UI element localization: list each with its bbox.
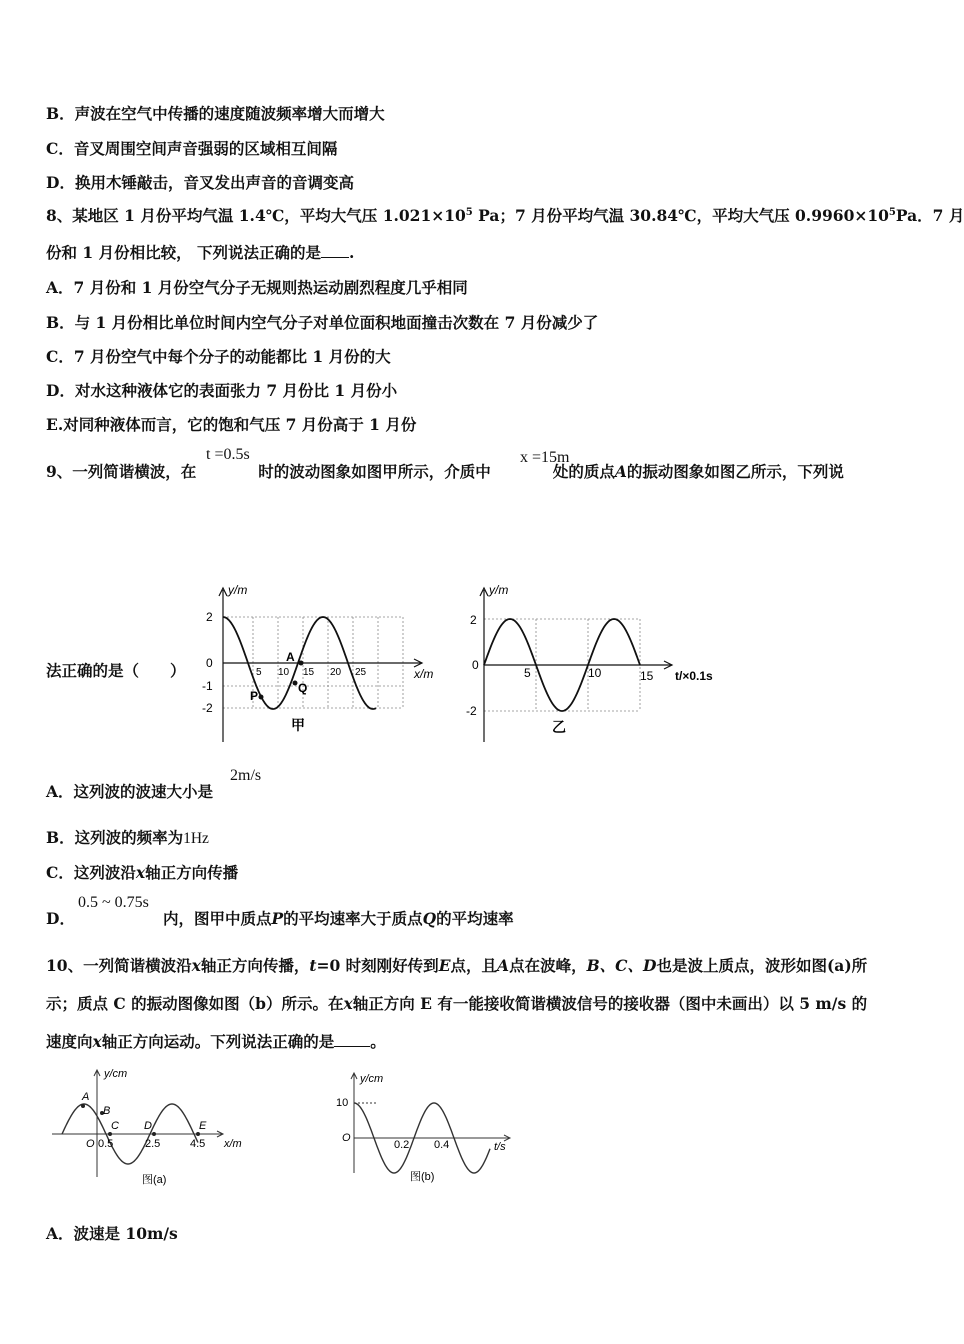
- q8-option-d: D．对水这种液体它的表面张力 7 月份比 1 月份小: [46, 381, 398, 400]
- x-axis-label: t/×0.1s: [675, 669, 713, 683]
- q9-option-b: B．这列波的频率为1Hz: [46, 828, 209, 847]
- q9-option-d-interval: 0.5 ~ 0.75s: [78, 894, 149, 911]
- q8-option-c: C．7 月份空气中每个分子的动能都比 1 月份的大: [46, 347, 391, 366]
- x-tick-15: 15: [303, 667, 315, 678]
- figure-caption: 图(a): [142, 1174, 167, 1186]
- q9-option-c: C．这列波沿x轴正方向传播: [46, 863, 239, 882]
- q9-vibration-graph-yi: [460, 580, 740, 750]
- q10-vibration-graph-b: [330, 1068, 530, 1193]
- point-e: [196, 1132, 200, 1136]
- y-tick-10: 10: [336, 1097, 349, 1109]
- point-a: [81, 1104, 85, 1108]
- x-tick-20: 20: [330, 667, 342, 678]
- x-tick-15: 15: [640, 669, 654, 683]
- y-tick-neg2: -2: [466, 704, 477, 718]
- point-c: [108, 1132, 112, 1136]
- q10-stem-line3: 速度向x轴正方向运动。下列说法正确的是 。: [46, 1032, 386, 1051]
- point-q: [293, 681, 298, 686]
- x-tick-5: 5: [256, 667, 262, 678]
- y-tick-neg1: -1: [202, 679, 213, 693]
- q7-option-d: D．换用木锤敲击，音叉发出声音的音调变高: [46, 173, 354, 192]
- figure-caption: 甲: [291, 717, 305, 733]
- q9-stem-line1: 9、一列简谐横波，在 时的波动图象如图甲所示，介质中 处的质点A的振动图象如图乙所示，下列说: [46, 462, 844, 481]
- q8-stem-line2: 份和 1 月份相比较， 下列说法正确的是 .: [46, 243, 355, 262]
- label-d: D: [144, 1120, 152, 1132]
- label-a: A: [286, 650, 295, 664]
- x-tick-5: 5: [524, 666, 531, 680]
- y-axis-label: y/m: [489, 583, 509, 597]
- q9-wave-graph-jia: [190, 580, 450, 750]
- label-c: C: [111, 1120, 119, 1132]
- x-tick-10: 10: [588, 666, 602, 680]
- x-axis-label: t/s: [494, 1141, 506, 1153]
- figure-caption: 图(b): [410, 1171, 435, 1183]
- x-tick-2-5: 2.5: [145, 1138, 161, 1150]
- q9-position-expression: x =15m: [520, 449, 570, 466]
- label-p: P: [250, 689, 259, 703]
- point-p: [259, 695, 264, 700]
- q8-stem-line1: 8、某地区 1 月份平均气温 1.4℃，平均大气压 $1.021\times 10^5$ Pa；7 月份平均气温 30.84℃，平均大气压 $0.9960\times 10^5Pa$．7 月: [46, 206, 964, 225]
- q9-stem-line2: 法正确的是（ ）: [46, 661, 186, 680]
- figure-caption: 乙: [552, 719, 566, 735]
- q9-time-expression: t =0.5s: [206, 446, 250, 463]
- q7-option-b: B．声波在空气中传播的速度随波频率增大而增大: [46, 104, 385, 123]
- q9-option-a: A．这列波的波速大小是: [46, 782, 214, 801]
- q9-option-a-value: 2m/s: [230, 767, 262, 784]
- label-q: Q: [298, 681, 308, 695]
- q10-stem-line1: 10、一列简谐横波沿x轴正方向传播，t=0 时刻刚好传到E点，且A点在波峰，B、C、D也是波上质点，波形如图(a)所: [46, 956, 868, 975]
- x-axis-label: x/m: [414, 667, 434, 681]
- x-tick-0-2: 0.2: [394, 1139, 410, 1151]
- q8-option-a: A．7 月份和 1 月份空气分子无规则热运动剧烈程度几乎相同: [46, 278, 468, 297]
- x-axis-label: x/m: [224, 1138, 242, 1150]
- q7-option-c: C．音叉周围空间声音强弱的区域相互间隔: [46, 139, 338, 158]
- point-d: [152, 1132, 156, 1136]
- origin-label: O: [342, 1132, 351, 1144]
- q10-stem-line2: 示；质点 C 的振动图像如图（b）所示。在x轴正方向 E 有一能接收简谐横波信号的接收器（图中未画出）以 5 m/s 的: [46, 994, 868, 1013]
- point-a: [299, 661, 304, 666]
- x-tick-0-4: 0.4: [434, 1139, 450, 1151]
- label-e: E: [199, 1120, 207, 1132]
- origin-label: O: [86, 1138, 95, 1150]
- q9-option-d: D． 内，图甲中质点P的平均速率大于质点Q的平均速率: [46, 909, 514, 928]
- x-tick-10: 10: [278, 667, 290, 678]
- q8-option-b: B．与 1 月份相比单位时间内空气分子对单位面积地面撞击次数在 7 月份减少了: [46, 313, 599, 332]
- y-tick-neg2: -2: [202, 701, 213, 715]
- y-axis-label: y/m: [228, 583, 248, 597]
- y-tick-0: 0: [472, 658, 479, 672]
- q10-option-a: A．波速是 10m/s: [46, 1224, 178, 1243]
- q8-option-e: E.对同种液体而言，它的饱和气压 7 月份高于 1 月份: [46, 415, 417, 434]
- label-a: A: [82, 1091, 90, 1103]
- label-b: B: [103, 1105, 111, 1117]
- y-tick-2: 2: [470, 613, 477, 627]
- x-tick-25: 25: [355, 667, 367, 678]
- x-tick-0-5: 0.5: [98, 1138, 114, 1150]
- y-axis-label: y/cm: [104, 1068, 128, 1080]
- y-axis-label: y/cm: [360, 1073, 384, 1085]
- q10-wave-graph-a: [48, 1065, 278, 1190]
- x-tick-4-5: 4.5: [190, 1138, 206, 1150]
- y-tick-0: 0: [206, 656, 213, 670]
- y-tick-2: 2: [206, 610, 213, 624]
